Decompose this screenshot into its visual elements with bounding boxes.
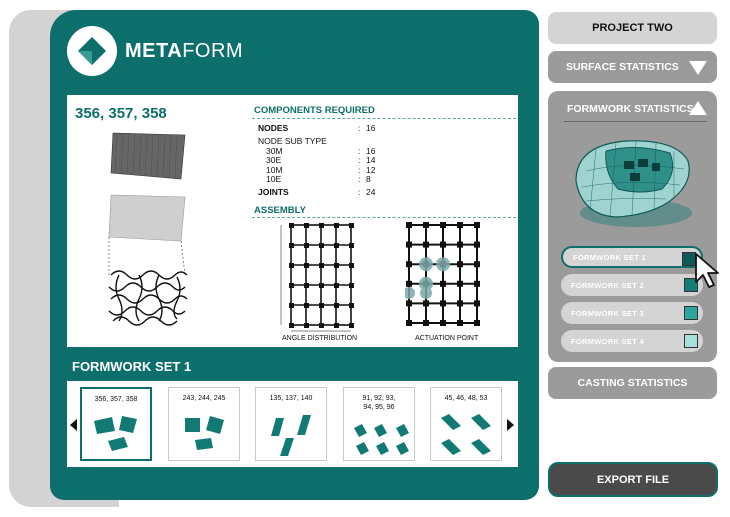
subtype-label: 10M xyxy=(266,165,283,175)
panel-shapes-thumbnail xyxy=(344,388,416,462)
card-label: 243, 244, 245 xyxy=(182,395,226,402)
formwork-set-label: FORMWORK SET 3 xyxy=(571,308,644,318)
angle-distribution-diagram xyxy=(275,221,357,335)
formwork-set-title: FORMWORK SET 1 xyxy=(72,359,192,374)
formwork-set-4-item[interactable] xyxy=(561,330,703,352)
node-sub-type-label: NODE SUB TYPE xyxy=(258,136,327,146)
joints-value: 24 xyxy=(366,187,376,197)
set-ids-title: 356, 357, 358 xyxy=(75,105,167,122)
surface-statistics-button[interactable] xyxy=(548,51,717,83)
subtype-label: 30M xyxy=(266,146,283,156)
separator: : xyxy=(358,146,361,156)
separator: : xyxy=(358,155,361,165)
actuation-point-label: ACTUATION POINT xyxy=(415,335,479,342)
formwork-statistics-panel xyxy=(548,91,717,362)
joints-label: JOINTS xyxy=(258,187,289,197)
panel-shapes-thumbnail xyxy=(82,389,154,463)
surface-model-render xyxy=(566,131,701,231)
formwork-set-label: FORMWORK SET 1 xyxy=(573,252,646,262)
formwork-set-1-item[interactable] xyxy=(561,246,703,268)
nodes-value: 16 xyxy=(366,123,376,133)
mouse-pointer-icon xyxy=(694,252,726,290)
formwork-set-label: FORMWORK SET 2 xyxy=(571,280,644,290)
card-label: 135, 137, 140 xyxy=(269,395,313,402)
separator: : xyxy=(358,187,361,197)
actuation-point-diagram xyxy=(405,221,481,327)
formwork-divider xyxy=(564,121,707,122)
surface-statistics-label: SURFACE STATISTICS xyxy=(566,61,679,73)
panel-shapes-thumbnail xyxy=(431,388,503,462)
card-label: 356, 357, 358 xyxy=(94,396,138,403)
casting-statistics-button[interactable]: CASTING STATISTICS xyxy=(548,367,717,399)
scroll-right-arrow-icon[interactable] xyxy=(507,419,514,431)
subtype-value: 8 xyxy=(366,174,371,184)
formwork-card[interactable] xyxy=(255,387,327,461)
separator: : xyxy=(358,174,361,184)
project-button[interactable]: PROJECT TWO xyxy=(548,12,717,44)
scroll-left-arrow-icon[interactable] xyxy=(70,419,77,431)
formwork-statistics-heading[interactable]: FORMWORK STATISTICS xyxy=(567,103,694,115)
panel-shapes-thumbnail xyxy=(169,388,241,462)
card-label-line: 94, 95, 96 xyxy=(363,404,395,411)
logo-mark xyxy=(67,26,117,76)
subtype-label: 30E xyxy=(266,155,282,165)
detail-panel xyxy=(67,95,518,347)
set-color-swatch xyxy=(684,306,698,320)
formwork-set-label: FORMWORK SET 4 xyxy=(571,336,644,346)
formwork-card[interactable] xyxy=(430,387,502,461)
logo-wordmark: METAFORM xyxy=(125,40,244,62)
formwork-card-strip xyxy=(67,381,518,467)
separator: : xyxy=(358,165,361,175)
formwork-set-2-item[interactable] xyxy=(561,274,703,296)
formwork-card[interactable] xyxy=(168,387,240,461)
export-file-button[interactable]: EXPORT FILE xyxy=(548,462,718,497)
formwork-card[interactable] xyxy=(343,387,415,461)
set-color-swatch xyxy=(684,334,698,348)
separator: : xyxy=(358,123,361,133)
layer-stack-illustration xyxy=(103,125,193,345)
angle-distribution-label: ANGLE DISTRIBUTION xyxy=(282,335,358,342)
card-label: 45, 46, 48, 53 xyxy=(444,395,488,402)
collapse-triangle-icon[interactable] xyxy=(689,101,707,115)
expand-triangle-icon xyxy=(689,61,707,75)
nodes-label: NODES xyxy=(258,123,289,133)
subtype-value: 14 xyxy=(366,155,376,165)
panel-shapes-thumbnail xyxy=(256,388,328,462)
components-heading: COMPONENTS REQUIRED xyxy=(254,105,375,116)
card-label-line: 91, 92, 93, xyxy=(362,395,396,402)
subtype-value: 16 xyxy=(366,146,376,156)
subtype-value: 12 xyxy=(366,165,376,175)
formwork-set-3-item[interactable] xyxy=(561,302,703,324)
assembly-divider xyxy=(252,217,516,218)
subtype-label: 10E xyxy=(266,174,282,184)
components-divider xyxy=(252,118,516,119)
assembly-heading: ASSEMBLY xyxy=(254,205,306,216)
formwork-card[interactable] xyxy=(80,387,152,461)
